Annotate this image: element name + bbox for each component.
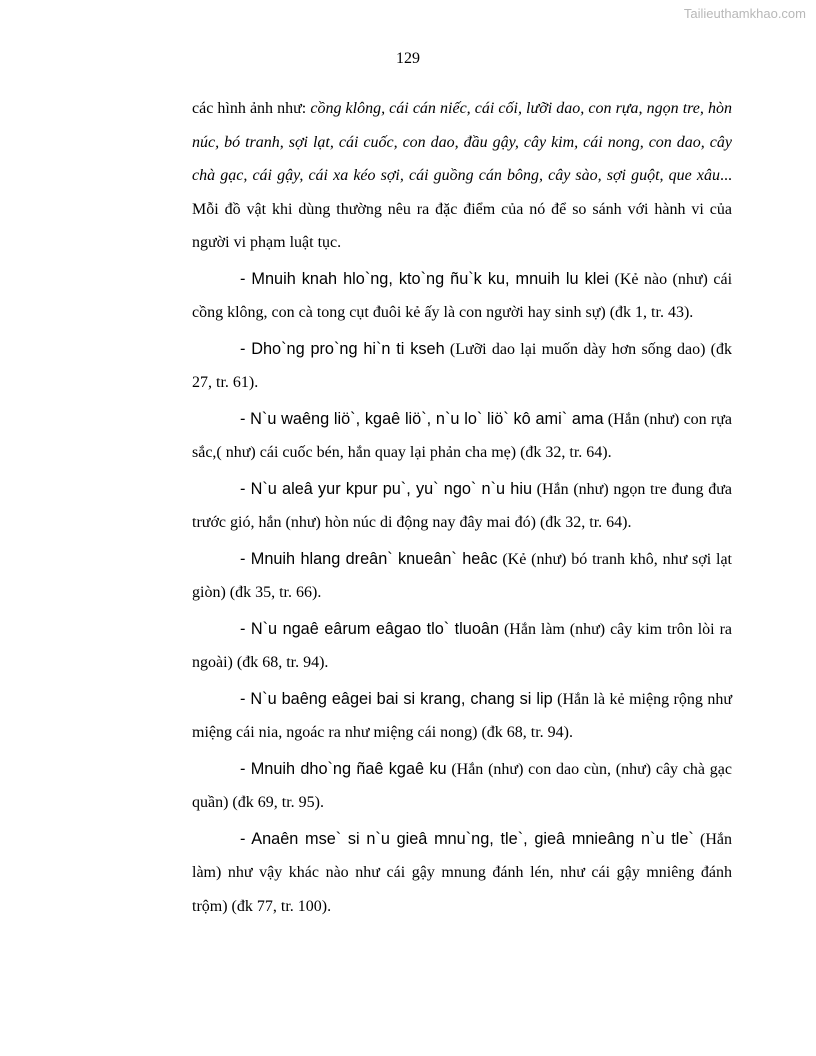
proverb-source: - N`u aleâ yur kpur pu`, yu` ngo` n`u hiu xyxy=(240,479,532,498)
proverb-entry xyxy=(192,473,732,540)
proverb-entry xyxy=(192,613,732,680)
intro-tail: ... Mỗi đồ vật khi dùng thường nêu ra đặc điểm của nó để so sánh với hành vi của người vi phạm luật tục. xyxy=(192,167,732,251)
proverb-source: - Mnuih dho`ng ñaê kgaê ku xyxy=(240,759,447,778)
intro-italic-list: cồng klông, cái cán niếc, cái cối, lưỡi dao, con rựa, ngọn tre, hòn núc, bó tranh, sợi lạt, cái cuốc, con dao, đầu gậy, cây kim, cái nong, con dao, cây chà gạc, cái gậy, cái xa kéo sợi, cái guồng cán bông, cây sào, sợi guột, que xâu xyxy=(192,100,732,184)
proverb-translation: (Hắn làm (như) cây kim trôn lòi ra ngoài) (đk 68, tr. 94). xyxy=(192,620,732,671)
proverb-translation: (Kẻ nào (như) cái cồng klông, con cà tong cụt đuôi kẻ ấy là con người hay sinh sự) (đk 1, tr. 43). xyxy=(192,270,733,321)
intro-paragraph xyxy=(192,92,732,260)
proverb-entry xyxy=(192,403,732,470)
proverb-source: - Mnuih hlang dreân` knueân` heâc xyxy=(240,549,498,568)
document-body xyxy=(192,92,732,923)
proverb-entry xyxy=(192,683,732,750)
intro-lead: các hình ảnh như: xyxy=(192,100,311,117)
proverb-translation: (Hắn là kẻ miệng rộng như miệng cái nia, ngoác ra như miệng cái nong) (đk 68, tr. 94). xyxy=(192,690,732,741)
proverb-source: - Mnuih knah hlo`ng, kto`ng ñu`k ku, mnuih lu klei xyxy=(240,269,610,288)
proverb-translation: (Hắn (như) con dao cùn, (như) cây chà gạc quần) (đk 69, tr. 95). xyxy=(192,760,732,811)
proverb-source: - Dho`ng pro`ng hi`n ti kseh xyxy=(240,339,445,358)
proverb-translation: (Hắn (như) con rựa sắc,( như) cái cuốc bén, hắn quay lại phản cha mẹ) (đk 32, tr. 64). xyxy=(192,410,732,461)
proverb-source: - Anaên mse` si n`u gieâ mnu`ng, tle`, gieâ mnieâng n`u tle` xyxy=(240,829,694,848)
proverb-translation: (Lưỡi dao lại muốn dày hơn sống dao) (đk 27, tr. 61). xyxy=(192,340,733,391)
proverb-source: - N`u baêng eâgei bai si krang, chang si lip xyxy=(240,689,553,708)
proverb-entry xyxy=(192,333,732,400)
watermark: Tailieuthamkhao.com xyxy=(683,6,806,21)
proverb-source: - N`u waêng liö`, kgaê liö`, n`u lo` liö` kô ami` ama xyxy=(240,409,604,428)
proverb-translation: (Kẻ (như) bó tranh khô, như sợi lạt giòn) (đk 35, tr. 66). xyxy=(192,550,732,601)
proverb-source: - N`u ngaê eârum eâgao tlo` tluoân xyxy=(240,619,500,638)
proverb-entry xyxy=(192,263,732,330)
proverb-translation: (Hắn (như) ngọn tre đung đưa trước gió, hắn (như) hòn núc di động nay đây mai đó) (đk 32, tr. 64). xyxy=(192,480,732,531)
proverb-entry xyxy=(192,543,732,610)
proverb-entry xyxy=(192,753,732,820)
page-number: 129 xyxy=(396,50,420,67)
proverb-entry xyxy=(192,823,732,924)
proverb-translation: (Hắn làm) như vậy khác nào như cái gậy mnung đánh lén, như cái gậy mniêng đánh trộm) (đk 77, tr. 100). xyxy=(192,830,732,915)
